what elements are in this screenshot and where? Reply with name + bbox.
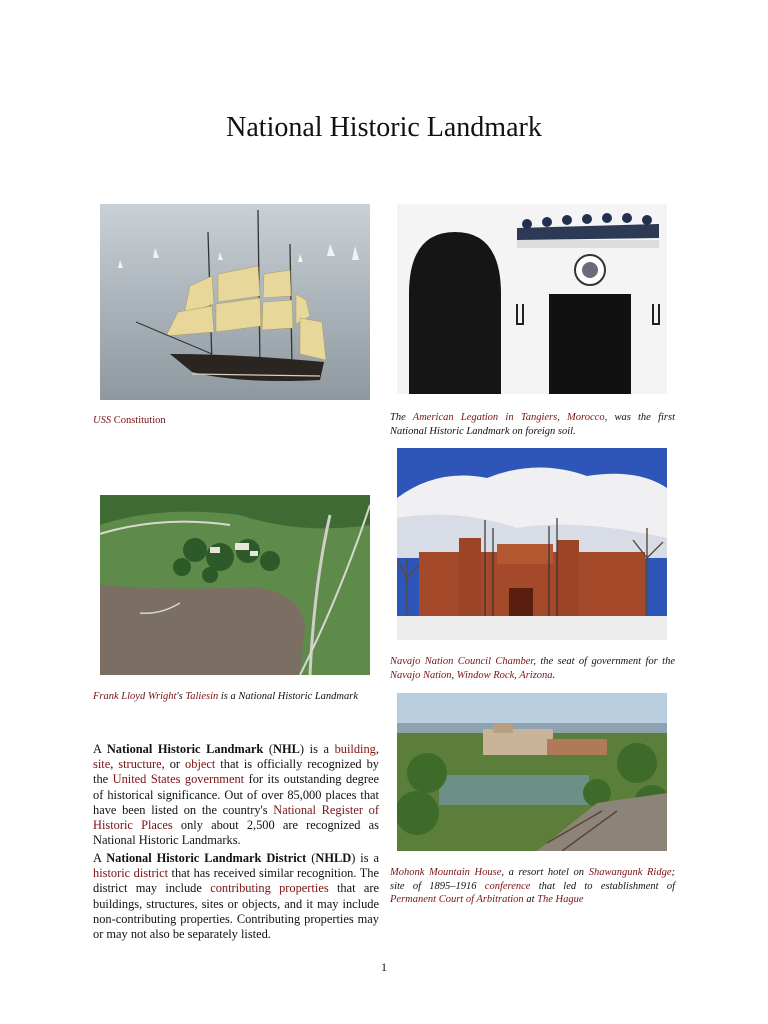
caption-link-frank-lloyd-wright[interactable]: Frank Lloyd Wright	[93, 691, 177, 702]
taliesin-aerial-photo	[100, 495, 370, 675]
intro-paragraph	[93, 742, 379, 848]
caption-text: The	[390, 412, 413, 423]
navajo-council-chamber-photo	[397, 448, 667, 640]
caption-link-taliesin[interactable]: Taliesin	[185, 691, 219, 702]
para-text: ) is a	[351, 851, 379, 865]
link-contributing-properties[interactable]: contributing properties	[210, 881, 329, 896]
caption-text: is a National Historic Landmark	[218, 691, 358, 702]
uss-constitution-photo	[100, 204, 370, 400]
para-text: ,	[110, 757, 119, 772]
caption-text: ,	[451, 669, 457, 681]
link-site[interactable]: site	[93, 757, 111, 772]
para-text: , or	[161, 757, 186, 772]
caption-link-constitution[interactable]: Constitution	[111, 415, 166, 426]
link-historic-district[interactable]: historic district	[93, 866, 169, 881]
para-text: (	[306, 851, 316, 865]
para-text: that is officially recognized by the	[93, 757, 379, 787]
caption-link-the-hague[interactable]: The Hague	[537, 894, 584, 905]
caption-text: , a resort hotel on	[501, 867, 589, 878]
american-legation-photo	[397, 204, 667, 394]
caption-link-navajo-council-chamber[interactable]: Navajo Nation Council Chamber	[390, 656, 534, 667]
caption-link-mohonk[interactable]: Mohonk Mountain House	[390, 867, 502, 878]
term-nhld: National Historic Landmark District	[106, 851, 307, 865]
caption-link-conference[interactable]: conference	[484, 880, 531, 892]
link-us-government[interactable]: United States government	[112, 772, 245, 787]
caption-link-window-rock[interactable]: Window Rock, Arizona	[456, 669, 553, 681]
caption-link-permanent-court[interactable]: Permanent Court of Arbitration	[390, 894, 524, 905]
caption-text: , was the first National Historic Landmark on foreign soil.	[390, 412, 675, 437]
term-nhl-abbr: NHL	[273, 742, 300, 756]
para-text: that has received similar recognition. The district may include	[93, 866, 379, 896]
link-structure[interactable]: structure	[118, 757, 162, 772]
caption-navajo-council-chamber	[390, 655, 675, 682]
para-text: A	[93, 742, 107, 756]
caption-text: that led to establishment of	[530, 880, 675, 892]
para-text: only about 2,500 are recognized as National Historic Landmarks.	[93, 818, 379, 848]
caption-taliesin	[93, 690, 378, 704]
term-nhl: National Historic Landmark	[106, 742, 264, 756]
caption-link-shawangunk-ridge[interactable]: Shawangunk Ridge	[588, 867, 672, 878]
term-nhld-abbr: NHLD	[315, 851, 352, 865]
page-title: National Historic Landmark	[226, 112, 542, 143]
caption-text: at	[523, 894, 538, 905]
caption-text: ; site of 1895–1916	[390, 867, 675, 892]
para-text: ) is a	[299, 742, 335, 756]
caption-link-navajo-nation[interactable]: Navajo Nation	[390, 669, 452, 681]
para-text: that are buildings, structures, sites or objects, and it may include non-contributing properties. Contributing properties may or may not also be separately listed.	[93, 881, 379, 942]
district-paragraph	[93, 851, 379, 942]
caption-link-uss[interactable]: USS	[93, 415, 112, 426]
link-national-register[interactable]: National Register of Historic Places	[93, 802, 379, 833]
link-object[interactable]: object	[185, 757, 216, 772]
caption-text: 's	[176, 691, 186, 702]
page-number: 1	[381, 960, 387, 974]
mohonk-mountain-house-photo	[397, 693, 667, 851]
caption-text: , the seat of government for the	[533, 656, 675, 667]
caption-mohonk-mountain-house	[390, 866, 675, 907]
para-text: A	[93, 851, 107, 865]
caption-text: .	[552, 669, 556, 681]
caption-link-american-legation[interactable]: American Legation in Tangiers, Morocco	[412, 412, 605, 423]
caption-american-legation	[390, 411, 675, 438]
para-text: for its outstanding degree of historical significance. Out of over 85,000 places that have been listed on the country's	[93, 772, 379, 817]
para-text: ,	[375, 742, 379, 756]
link-building[interactable]: building	[334, 742, 376, 756]
para-text: (	[263, 742, 274, 756]
caption-uss-constitution	[93, 414, 373, 428]
